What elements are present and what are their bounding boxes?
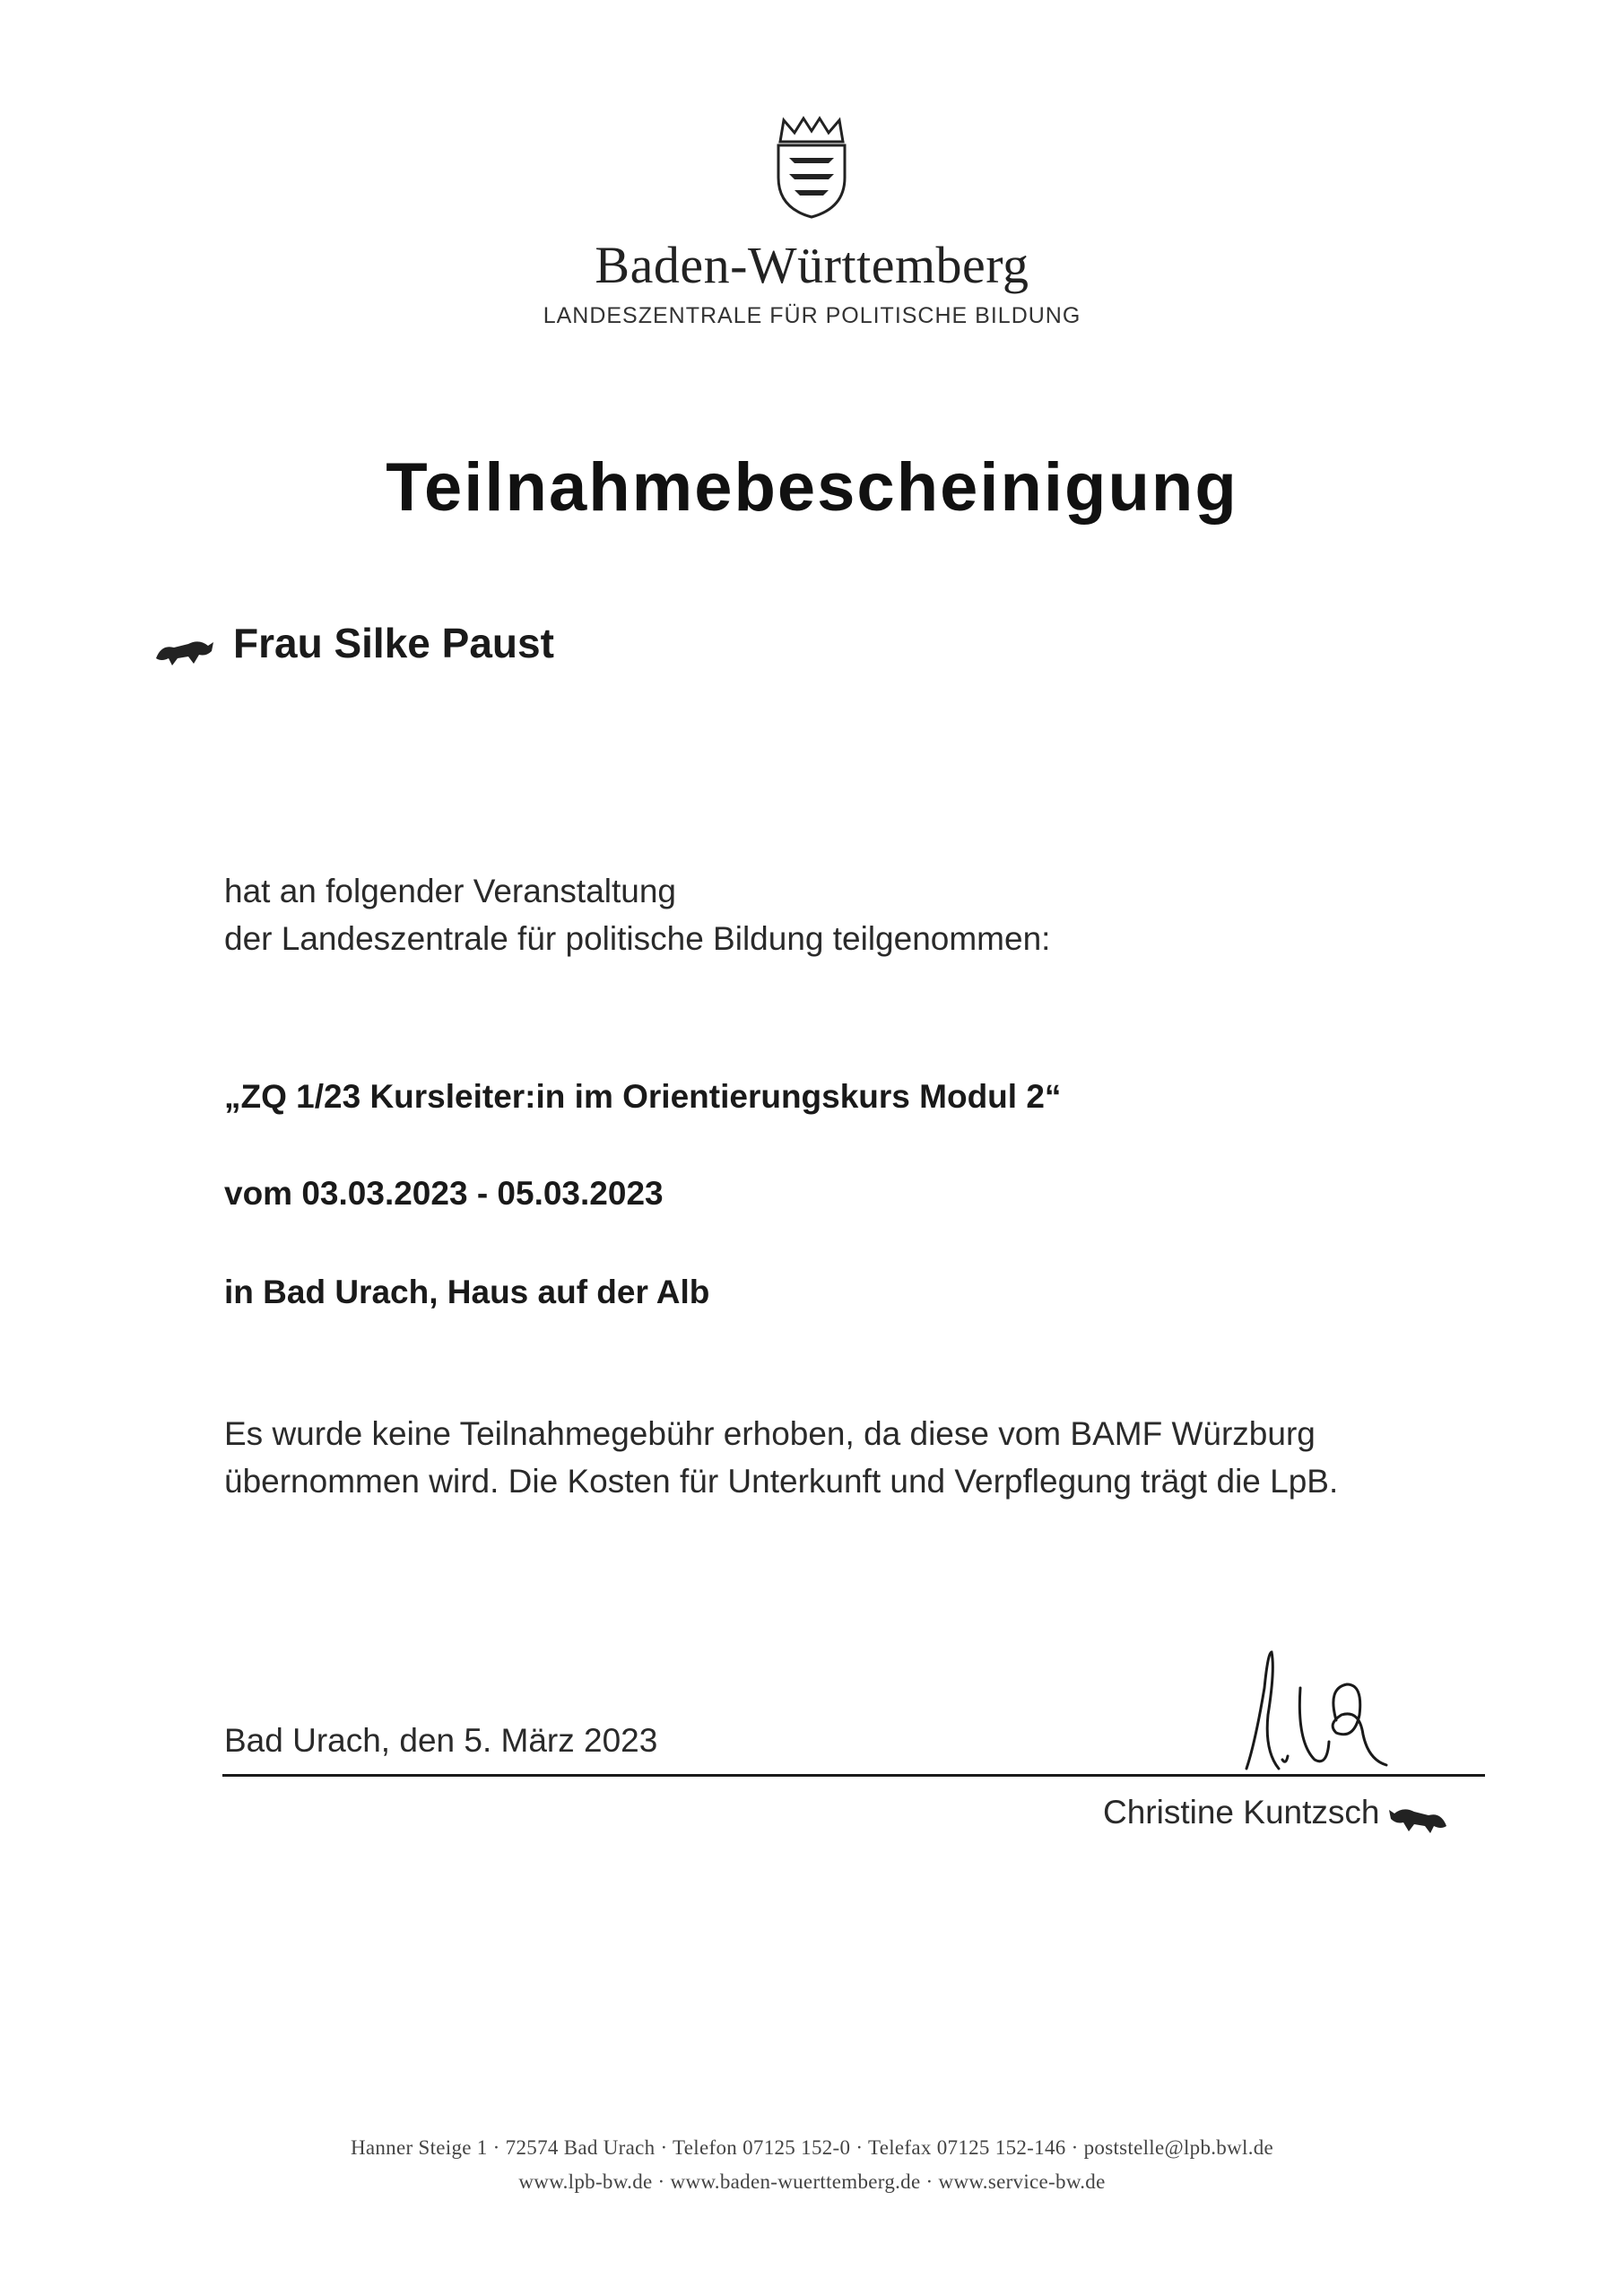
recipient-name: Frau Silke Paust (233, 620, 554, 666)
fee-note-line-1: Es wurde keine Teilnahmegebühr erhoben, da diese vom BAMF Würzburg (224, 1415, 1316, 1452)
signature-line (222, 1774, 1485, 1777)
document-title: Teilnahmebescheinigung (386, 449, 1238, 526)
signer-name: Christine Kuntzsch (1103, 1794, 1380, 1831)
course-location: in Bad Urach, Haus auf der Alb (224, 1274, 710, 1310)
footer-address: Hanner Steige 1 · 72574 Bad Urach · Telefon 07125 152-0 · Telefax 07125 152-146 · poststelle@lpb.bwl.de (350, 2136, 1274, 2159)
handwritten-signature (1229, 1634, 1408, 1778)
intro-line-1: hat an folgender Veranstaltung (224, 873, 676, 909)
agency-name: LANDESZENTRALE FÜR POLITISCHE BILDUNG (543, 303, 1081, 328)
fee-note-line-2: übernommen wird. Die Kosten für Unterkunft und Verpflegung trägt die LpB. (224, 1463, 1339, 1500)
course-title: „ZQ 1/23 Kursleiter:in im Orientierungskurs Modul 2“ (224, 1078, 1062, 1115)
course-dates: vom 03.03.2023 - 05.03.2023 (224, 1175, 664, 1212)
lion-icon (152, 633, 217, 669)
intro-line-2: der Landeszentrale für politische Bildung teilgenommen: (224, 920, 1051, 957)
coat-of-arms-icon (771, 115, 852, 221)
lion-icon (1385, 1801, 1450, 1837)
state-name: Baden-Württemberg (595, 236, 1029, 294)
place-and-date: Bad Urach, den 5. März 2023 (224, 1722, 658, 1759)
footer-web-links: www.lpb-bw.de · www.baden-wuerttemberg.de · www.service-bw.de (518, 2170, 1106, 2193)
